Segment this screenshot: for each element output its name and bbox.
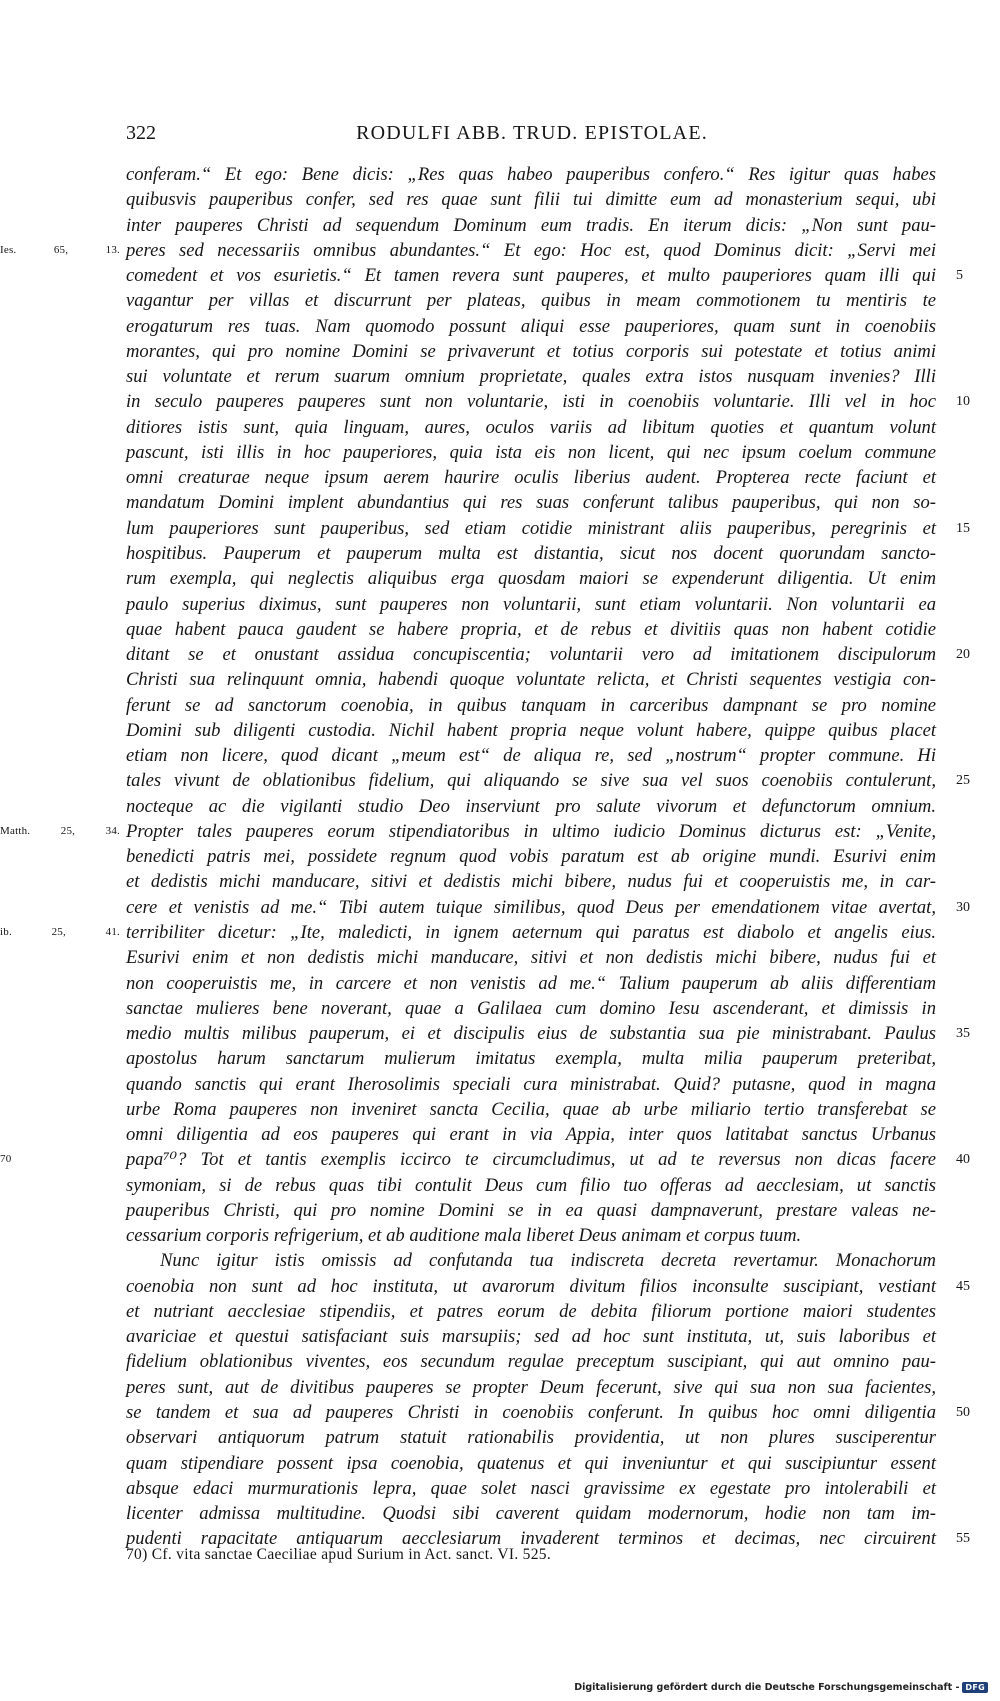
line-text: coenobia non sunt ad hoc instituta, ut avarorum divitum filios inconsulte suscipiant, vestiant [126, 1275, 936, 1297]
line-text: erogaturum res tuas. Nam quomodo possunt aliqui esse pauperiores, quam sunt in coenobiis [126, 315, 936, 337]
line-text: morantes, qui pro nomine Domini se privaverunt et totius corporis sui potestate et totius animi [126, 340, 936, 362]
line-text: nocteque ac die vigilanti studio Deo inserviunt pro salute vivorum et defunctorum omnium. [126, 795, 936, 817]
text-line [126, 1400, 970, 1425]
line-text: absque edaci murmurationis lepra, quae solet nasci gravissime ex egestate pro intolerabili et [126, 1477, 936, 1499]
line-number: 45 [956, 1278, 970, 1294]
text-line [126, 667, 936, 692]
line-text: Nunc igitur istis omissis ad confutanda tua indiscreta decreta revertamur. Monachorum [160, 1250, 936, 1272]
text-line [126, 1122, 936, 1147]
footnote: 70) Cf. vita sanctae Caeciliae apud Surium in Act. sanct. VI. 525. [126, 1546, 551, 1563]
line-text: quam stipendiare possent ipsa coenobia, quatenus et qui inveniuntur et qui suscipiuntur essent [126, 1452, 936, 1474]
line-text: medio multis milibus pauperum, ei et discipulis eius de substantia sua pie ministrabant. Paulus [126, 1023, 936, 1045]
line-text: tales vivunt de oblationibus fidelium, qui aliquando se sive sua vel suos coenobiis contulerunt, [126, 770, 936, 792]
margin-reference: Ies. 65, 13. [0, 243, 120, 256]
text-line [126, 1097, 936, 1122]
line-number: 55 [956, 1531, 970, 1547]
text-line [126, 1299, 936, 1324]
line-text: omni creaturae neque ipsum aerem haurire oculis liberius audent. Propterea recte faciunt et [126, 467, 936, 489]
line-text: avariciae et questui satisfaciant suis marsupiis; sed ad hoc sunt instituta, ut, suis laboribus et [126, 1326, 936, 1348]
text-line [126, 1198, 936, 1223]
text-line [126, 213, 936, 238]
line-text: ditant se et onustant assidua concupiscentia; voluntarii vero ad imitationem discipulorum [126, 644, 936, 666]
line-number: 10 [956, 394, 970, 410]
text-line [126, 187, 936, 212]
line-text: pascunt, isti illis in hoc pauperiores, quia ista eis non licent, qui nec ipsum coelum commune [126, 441, 936, 463]
text-line [126, 1501, 936, 1526]
line-text: paulo superius diximus, sunt pauperes non voluntarii, sunt etiam voluntarii. Non voluntarii ea [126, 593, 936, 615]
line-number: 25 [956, 773, 970, 789]
line-text: rum exempla, qui neglectis aliquibus erga quosdam maiori se expenderunt diligentia. Ut enim [126, 568, 936, 590]
text-line [126, 263, 963, 288]
text-line [126, 743, 936, 768]
text-line [126, 1274, 970, 1299]
line-text: apostolus harum sanctarum mulierum imitatus exempla, multa milia pauperum preteribat, [126, 1048, 936, 1070]
line-text: pauperibus Christi, qui pro nomine Domini se in ea quasi dampnaverunt, prestare valeas ne- [126, 1199, 936, 1221]
line-number: 50 [956, 1405, 970, 1421]
text-line [126, 718, 936, 743]
line-text: cere et venistis ad me.“ Tibi autem tuique similibus, quod Deus per emendationem vitae avertat, [126, 896, 936, 918]
line-text: ditiores istis sunt, quia linguam, aures, oculos variis ad libitum quoties et quantum volunt [126, 416, 936, 438]
line-text: peres sed necessariis omnibus abundantes.“ Et ego: Hoc est, quod Dominus dicit: „Servi mei [126, 239, 936, 261]
line-text: urbe Roma pauperes non inveniret sancta Cecilia, quae ab urbe miliario tertio transferebat se [126, 1098, 936, 1120]
line-text: omni diligentia ad eos pauperes qui erant in via Appia, inter quos latitabat sanctus Urbanus [126, 1124, 936, 1146]
line-text: cessarium corporis refrigerium, et ab auditione mala liberet Deus animam et corpus tuum. [126, 1225, 802, 1247]
line-text: quando sanctis qui erant Iherosolimis speciali cura ministrabat. Quid? putasne, quod in magna [126, 1073, 936, 1095]
text-line [126, 971, 936, 996]
text-line [126, 617, 936, 642]
text-line [126, 516, 970, 541]
text-line [126, 389, 970, 414]
text-line [126, 693, 936, 718]
text-line [0, 238, 936, 263]
line-text: licenter admissa multitudine. Quodsi sibi caverent quidam modernorum, hodie non tam im- [126, 1503, 936, 1525]
line-number: 40 [956, 1152, 970, 1168]
text-line [126, 996, 936, 1021]
line-text: comedent et vos esurietis.“ Et tamen revera sunt pauperes, et multo pauperiores quam illi qui [126, 265, 936, 287]
text-line [126, 1324, 936, 1349]
margin-reference: 70 [0, 1153, 12, 1166]
line-text: pudenti rapacitate antiquarum aecclesiarum invaderent terminos et decimas, nec circuirent [126, 1528, 936, 1550]
text-line [126, 490, 936, 515]
line-number: 20 [956, 647, 970, 663]
text-line [0, 920, 936, 945]
text-line [126, 162, 936, 187]
text-line [126, 869, 936, 894]
text-line [126, 465, 936, 490]
line-text: et nutriant aecclesiae stipendiis, et patres eorum de debita filiorum portione maiori studentes [126, 1300, 936, 1322]
line-text: symoniam, si de rebus quas tibi contulit Deus cum filio tuo offeras ad aecclesiam, ut sanctis [126, 1174, 936, 1196]
line-text: hospitibus. Pauperum et pauperum multa est distantia, sicut nos docent quorundam sancto- [126, 542, 936, 564]
line-number: 15 [956, 520, 970, 536]
text-line [126, 1349, 936, 1374]
line-text: se tandem et sua ad pauperes Christi in coenobiis conferunt. In quibus hoc omni diligentia [126, 1402, 936, 1424]
text-line [126, 794, 936, 819]
line-text: Christi sua relinquunt omnia, habendi quoque voluntate relicta, et Christi sequentes vestigia con- [126, 669, 936, 691]
line-text: quibusvis pauperibus confer, sed res quae sunt filii tui dimitte eum ad monasterium sequi, ubi [126, 189, 936, 211]
text-line [126, 288, 936, 313]
line-text: Esurivi enim et non dedistis michi manducare, sitivi et non dedistis michi bibere, nudus fui et [126, 947, 936, 969]
text-line [126, 1173, 936, 1198]
text-line [126, 1021, 970, 1046]
digitization-credit [574, 1682, 988, 1693]
credit-text: Digitalisierung gefördert durch die Deutsche Forschungsgemeinschaft - [574, 1682, 960, 1693]
text-line [126, 592, 936, 617]
margin-reference: ib. 25, 41. [0, 925, 120, 938]
line-text: conferam.“ Et ego: Bene dicis: „Res quas habeo pauperibus confero.“ Res igitur quas habes [126, 164, 936, 185]
line-text: lum pauperiores sunt pauperibus, sed etiam cotidie ministrant aliis pauperibus, peregrinis et [126, 517, 936, 539]
text-line [0, 819, 936, 844]
line-text: vagantur per villas et discurrunt per plateas, quibus in meam commotionem tu mentiris te [126, 290, 936, 312]
text-line [126, 1476, 936, 1501]
line-text: papa⁷⁰? Tot et tantis exemplis iccirco te circumcludimus, ut ad te reversus non dicas facere [126, 1149, 936, 1171]
text-line [126, 314, 936, 339]
line-text: quae habent pauca gaudent se habere propria, et de rebus et divitiis quas non habent cotidie [126, 618, 936, 640]
text-line [126, 945, 936, 970]
text-line [126, 339, 936, 364]
line-text: observari antiquorum patrum statuit rationabilis providentia, ut non plures susciperentur [126, 1427, 936, 1449]
text-line [126, 1248, 936, 1273]
line-text: fidelium oblationibus viventes, eos secundum regulae preceptum suscipiant, qui aut omnino pau- [126, 1351, 936, 1373]
margin-reference: Matth. 25, 34. [0, 824, 120, 837]
text-line [126, 1375, 936, 1400]
running-title: RODULFI ABB. TRUD. EPISTOLAE. [356, 122, 708, 144]
line-text: inter pauperes Christi ad sequendum Dominum eum tradis. En iterum dicis: „Non sunt pau- [126, 214, 936, 236]
page-number: 322 [126, 122, 156, 144]
line-text: in seculo pauperes pauperes sunt non voluntarie, isti in coenobiis voluntarie. Illi vel in hoc [126, 391, 936, 413]
text-line [126, 415, 936, 440]
line-text: etiam non licere, quod dicant „meum est“ de aliqua re, sed „nostrum“ propter commune. Hi [126, 745, 936, 767]
text-line [126, 566, 936, 591]
text-line [0, 1147, 970, 1172]
text-line [126, 895, 970, 920]
line-text: sanctae mulieres bene noverant, quae a Galilaea cum domino Iesu ascenderant, et dimissis in [126, 997, 936, 1019]
line-number: 5 [956, 268, 963, 284]
line-text: peres sunt, aut de divitibus pauperes se propter Deum fecerunt, sive qui sua non sua facientes, [126, 1376, 936, 1398]
text-line [126, 364, 936, 389]
dfg-logo: DFG [962, 1682, 988, 1693]
line-text: Propter tales pauperes eorum stipendiatoribus in ultimo iudicio Dominus dicturus est: „Venite, [126, 820, 936, 842]
line-text: mandatum Domini implent abundantius qui res suas conferunt talibus pauperibus, qui non so- [126, 492, 936, 514]
text-line [126, 642, 970, 667]
text-line [126, 768, 970, 793]
line-text: terribiliter dicetur: „Ite, maledicti, in ignem aeternum qui paratus est diabolo et angelis eius. [126, 921, 936, 943]
text-line [126, 1223, 936, 1248]
line-text: benedicti patris mei, possidete regnum quod vobis paratum est ab origine mundi. Esurivi enim [126, 846, 936, 868]
text-line [126, 844, 936, 869]
main-text [0, 162, 970, 1552]
page-header [126, 122, 938, 152]
text-line [126, 1425, 936, 1450]
line-number: 30 [956, 899, 970, 915]
line-text: et dedistis michi manducare, sitivi et dedistis michi bibere, nudus fui et cooperuistis me, in car- [126, 871, 936, 893]
line-text: ferunt se ad sanctorum coenobia, in quibus tanquam in carceribus dampnant se pro nomine [126, 694, 936, 716]
text-line [126, 440, 936, 465]
line-number: 35 [956, 1026, 970, 1042]
line-text: Domini sub diligenti custodia. Nichil habent propria neque volunt habere, quippe quibus placet [126, 719, 936, 741]
text-line [126, 1046, 936, 1071]
line-text: non cooperuistis me, in carcere et non venistis ad me.“ Talium pauperum ab aliis differentiam [126, 972, 936, 994]
text-line [126, 1451, 936, 1476]
text-line [126, 541, 936, 566]
text-line [126, 1072, 936, 1097]
line-text: sui voluntate et rerum suarum omnium proprietate, quales extra istos nusquam invenies? Illi [126, 366, 936, 388]
